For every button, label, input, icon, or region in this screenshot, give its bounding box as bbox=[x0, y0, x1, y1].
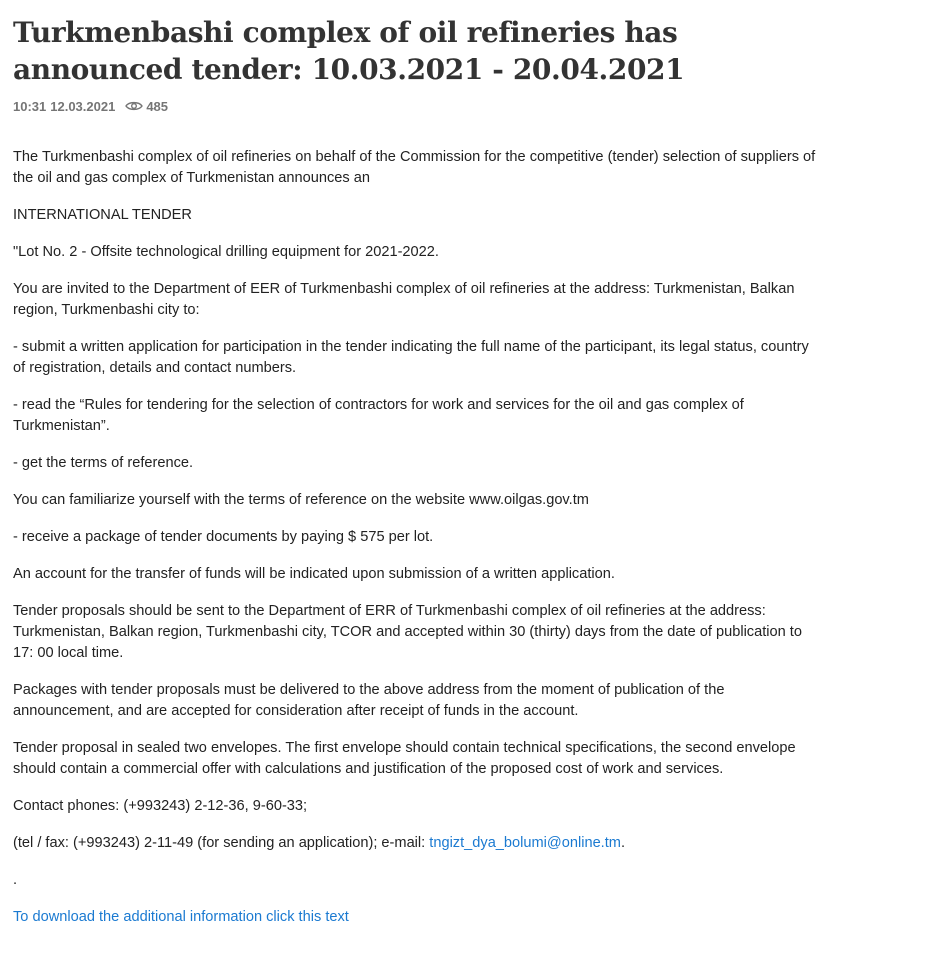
views-count: 485 bbox=[146, 98, 169, 114]
views-counter bbox=[125, 99, 168, 114]
paragraph-rules: - read the “Rules for tendering for the selection of contractors for work and services for the oil and gas complex of Turkmenistan”. bbox=[13, 397, 744, 434]
paragraph-intro: The Turkmenbashi complex of oil refineries on behalf of the Commission for the competitive (tender) selection of suppliers of the oil and gas complex of Turkmenistan announces an bbox=[13, 149, 816, 186]
paragraph-invitation: You are invited to the Department of EER of Turkmenbashi complex of oil refineries at the address: Turkmenistan, Balkan region, Turkmenbashi city to: bbox=[13, 281, 795, 318]
eye-icon bbox=[125, 100, 143, 112]
paragraph-submit: - submit a written application for participation in the tender indicating the full name of the participant, its legal status, country of registration, details and contact numbers. bbox=[13, 339, 809, 376]
publish-date: 12.03.2021 bbox=[50, 98, 116, 114]
paragraph-proposals: Tender proposals should be sent to the Department of ERR of Turkmenbashi complex of oil refineries at the address: Turkmenistan, Balkan region, Turkmenbashi city, TCOR and accepted within 30 (thirty) days from the date of publication to 17: 00 local time. bbox=[13, 603, 802, 661]
paragraph-lot: "Lot No. 2 - Offsite technological drilling equipment for 2021-2022. bbox=[13, 244, 439, 260]
download-paragraph bbox=[13, 907, 823, 928]
article-body bbox=[13, 147, 823, 928]
publish-time: 10:31 bbox=[13, 98, 47, 114]
fax-text: (tel / fax: (+993243) 2-11-49 (for sending an application); e-mail: bbox=[13, 835, 430, 851]
paragraph-website: You can familiarize yourself with the terms of reference on the website www.oilgas.gov.tm bbox=[13, 492, 589, 508]
article bbox=[13, 14, 823, 944]
fax-suffix: . bbox=[620, 835, 626, 851]
dot-line: . bbox=[13, 872, 18, 888]
paragraph-account: An account for the transfer of funds will be indicated upon submission of a written application. bbox=[13, 566, 615, 582]
paragraph-fax-email bbox=[13, 833, 823, 854]
paragraph-tender-heading: INTERNATIONAL TENDER bbox=[13, 207, 192, 223]
email-link[interactable]: tngizt_dya_bolumi@online.tm bbox=[429, 835, 621, 851]
article-meta bbox=[13, 97, 823, 115]
paragraph-envelopes: Tender proposal in sealed two envelopes. The first envelope should contain technical specifications, the second envelope should contain a commercial offer with calculations and justification of the proposed cost of work and services. bbox=[13, 740, 796, 777]
paragraph-contact-phones: Contact phones: (+993243) 2-12-36, 9-60-33; bbox=[13, 798, 308, 814]
download-link[interactable]: To download the additional information click this text bbox=[13, 909, 349, 925]
paragraph-terms: - get the terms of reference. bbox=[13, 455, 194, 471]
paragraph-package: - receive a package of tender documents by paying $ 575 per lot. bbox=[13, 529, 434, 545]
article-title: Turkmenbashi complex of oil refineries has announced tender: 10.03.2021 - 20.04.2021 bbox=[13, 16, 685, 86]
paragraph-packages: Packages with tender proposals must be delivered to the above address from the moment of publication of the announcement, and are accepted for consideration after receipt of funds in the account. bbox=[13, 682, 725, 719]
